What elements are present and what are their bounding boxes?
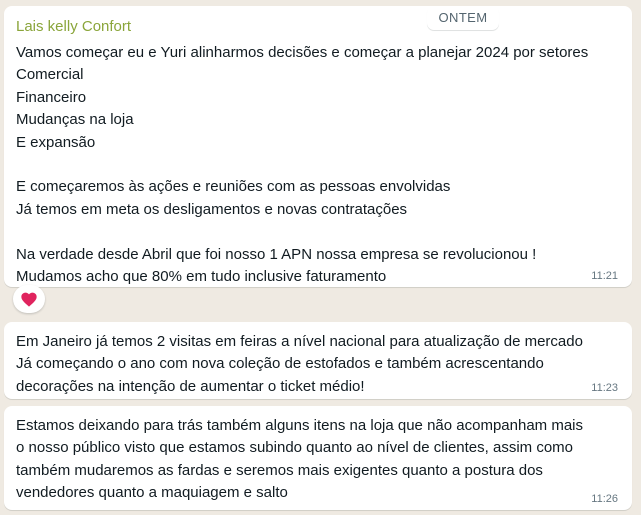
message-line: Mudamos acho que 80% em tudo inclusive faturamento (16, 268, 387, 286)
message-line: Já começando o ano com nova coleção de estofados e também acrescentando (16, 355, 544, 373)
message-line: Mudanças na loja (16, 111, 134, 129)
message-text (16, 331, 583, 398)
message-line: Já temos em meta os desligamentos e novas contratações (16, 200, 408, 218)
message-timestamp: 11:21 (591, 270, 618, 282)
message-bubble[interactable] (4, 406, 632, 510)
message-line: Na verdade desde Abril que foi nosso 1 APN nossa empresa se revolucionou ! (16, 245, 537, 263)
message-line: Comercial (16, 66, 84, 84)
message-text (16, 42, 588, 288)
heart-icon (20, 291, 38, 307)
message-line: Financeiro (16, 88, 87, 106)
message-timestamp: 11:26 (591, 493, 618, 505)
message-line: vendedores quanto a maquiagem e salto (16, 484, 288, 502)
message-line: Vamos começar eu e Yuri alinharmos decisões e começar a planejar 2024 por setores (16, 44, 589, 61)
message-line: o nosso público visto que estamos subindo quanto ao nível de clientes, assim como (16, 439, 573, 457)
message-line: Em Janeiro já temos 2 visitas em feiras a nível nacional para atualização de mercado (16, 333, 583, 350)
message-line (16, 154, 588, 176)
message-timestamp: 11:23 (591, 382, 618, 394)
date-separator: ONTEM (427, 6, 499, 30)
message-line: Estamos deixando para trás também alguns itens na loja que não acompanham mais (16, 417, 583, 434)
message-line: também mudaremos as fardas e seremos mais exigentes quanto a postura dos (16, 461, 543, 479)
message-line (16, 221, 588, 243)
sender-name[interactable]: Lais kelly Confort (16, 18, 132, 35)
message-bubble[interactable] (4, 322, 632, 399)
message-text (16, 415, 583, 505)
message-line: decorações na intenção de aumentar o ticket médio! (16, 377, 365, 395)
message-line: E expansão (16, 133, 96, 151)
message-line: E começaremos às ações e reuniões com as pessoas envolvidas (16, 178, 451, 196)
reaction-badge[interactable] (13, 285, 45, 313)
message-bubble[interactable] (4, 6, 632, 287)
